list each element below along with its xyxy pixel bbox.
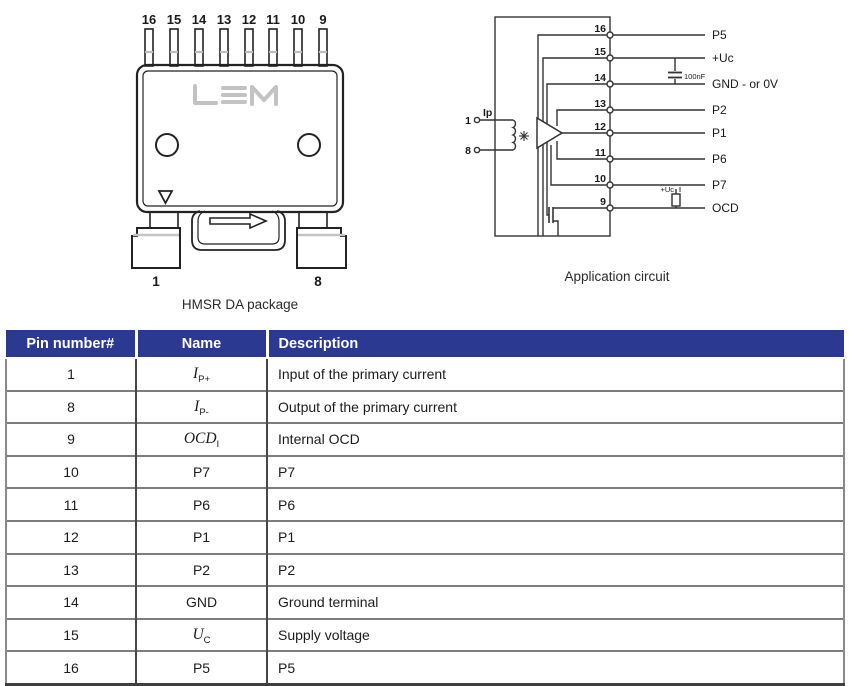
current-direction-arrow-icon (210, 214, 266, 228)
table-row (6, 423, 844, 456)
package-drawing (115, 5, 385, 317)
table-row (6, 554, 844, 587)
tab-label-1: 1 (152, 274, 160, 289)
cell-pin-number: 13 (6, 554, 136, 587)
pin-output-lines (613, 35, 705, 208)
application-circuit-figure (460, 5, 810, 295)
mounting-hole-left (156, 134, 178, 156)
primary-current-label: Ip (483, 107, 493, 119)
cell-pin-number: 11 (6, 488, 136, 521)
cell-pin-name: P6 (136, 488, 267, 521)
cell-pin-description: P6 (267, 488, 844, 521)
cell-pin-description: Internal OCD (267, 423, 844, 456)
cell-pin-description: Supply voltage (267, 619, 844, 652)
cell-pin-name: P1 (136, 521, 267, 554)
cell-pin-name: $I_{P+}$ (136, 358, 267, 391)
header-pin-number: Pin number# (6, 330, 136, 358)
cell-pin-number: 9 (6, 423, 136, 456)
circuit-pin-11: 11 (594, 147, 606, 159)
cell-pin-number: 14 (6, 586, 136, 619)
circuit-pin-14: 14 (594, 72, 606, 84)
package-figure (115, 5, 385, 317)
table-row (6, 619, 844, 652)
pin-label-16: 16 (141, 12, 157, 27)
pin-label-13: 13 (216, 12, 232, 27)
cell-pin-number: 15 (6, 619, 136, 652)
circuit-pin-15: 15 (594, 46, 606, 58)
pin-label-11: 11 (266, 12, 280, 27)
circuit-pin-numbers (594, 23, 606, 208)
pin-table-body (6, 358, 844, 684)
pin-label-10: 10 (290, 12, 306, 27)
tab-label-8: 8 (314, 274, 322, 289)
cell-pin-name: GND (136, 586, 267, 619)
cell-pin-number: 1 (6, 358, 136, 391)
label-p6: P6 (712, 152, 727, 166)
package-caption: HMSR DA package (181, 297, 299, 312)
table-header-row (6, 330, 844, 358)
table-row (6, 456, 844, 489)
pin-label-14: 14 (191, 12, 207, 27)
cell-pin-number: 16 (6, 651, 136, 684)
cell-pin-description: P7 (267, 456, 844, 489)
pin-label-12: 12 (241, 12, 257, 27)
capacitor-symbol (668, 58, 682, 84)
label-p1: P1 (712, 126, 727, 140)
package-pin-leads (145, 29, 327, 66)
header-description: Description (267, 330, 844, 358)
hall-element-icon (519, 131, 529, 141)
pin-label-15: 15 (166, 12, 182, 27)
cell-pin-description: Ground terminal (267, 586, 844, 619)
mounting-hole-right (298, 134, 320, 156)
cell-pin-name: $U_C$ (136, 619, 267, 652)
label-p7: P7 (712, 178, 727, 192)
primary-coil-icon (513, 120, 515, 150)
cell-pin-description: Output of the primary current (267, 391, 844, 424)
pin-description-table (5, 330, 845, 686)
cell-pin-name: P2 (136, 554, 267, 587)
circuit-caption: Application circuit (564, 269, 670, 284)
primary-pin-1-label: 1 (465, 115, 471, 127)
table-row (6, 488, 844, 521)
circuit-drawing (460, 5, 810, 295)
label-p5: P5 (712, 28, 727, 42)
cell-pin-name: $I_{P-}$ (136, 391, 267, 424)
pullup-supply-label: +Uc (660, 185, 674, 194)
label-p2: P2 (712, 103, 727, 117)
table-row (6, 358, 844, 391)
circuit-pin-16: 16 (594, 23, 606, 35)
circuit-pin-12: 12 (594, 121, 606, 133)
table-row (6, 521, 844, 554)
package-body-inner-outline (143, 71, 337, 206)
primary-pin-8-label: 8 (465, 145, 471, 157)
cell-pin-name: $OCD_I$ (136, 423, 267, 456)
package-bridge (192, 211, 285, 250)
circuit-pin-13: 13 (594, 98, 606, 110)
pin1-marker-icon (159, 191, 172, 203)
capacitor-value-label: 100nF (684, 72, 706, 81)
circuit-pin-9: 9 (600, 196, 606, 208)
cell-pin-number: 8 (6, 391, 136, 424)
cell-pin-description: Input of the primary current (267, 358, 844, 391)
cell-pin-number: 10 (6, 456, 136, 489)
cell-pin-number: 12 (6, 521, 136, 554)
pin-label-9: 9 (319, 12, 327, 27)
label-uc: +Uc (712, 51, 734, 65)
cell-pin-name: P5 (136, 651, 267, 684)
cell-pin-description: P2 (267, 554, 844, 587)
cell-pin-description: P5 (267, 651, 844, 684)
transistor-symbol (549, 207, 607, 236)
table-row (6, 391, 844, 424)
circuit-pin-10: 10 (594, 173, 606, 185)
label-gnd: GND - or 0V (712, 77, 779, 91)
cell-pin-description: P1 (267, 521, 844, 554)
header-name: Name (136, 330, 267, 358)
table-row (6, 651, 844, 684)
lem-logo (195, 86, 276, 104)
amplifier-icon (537, 118, 562, 148)
table-row (6, 586, 844, 619)
circuit-signal-labels (712, 28, 778, 215)
cell-pin-name: P7 (136, 456, 267, 489)
top-pin-numbers (142, 12, 327, 27)
label-ocd: OCD (712, 201, 739, 215)
